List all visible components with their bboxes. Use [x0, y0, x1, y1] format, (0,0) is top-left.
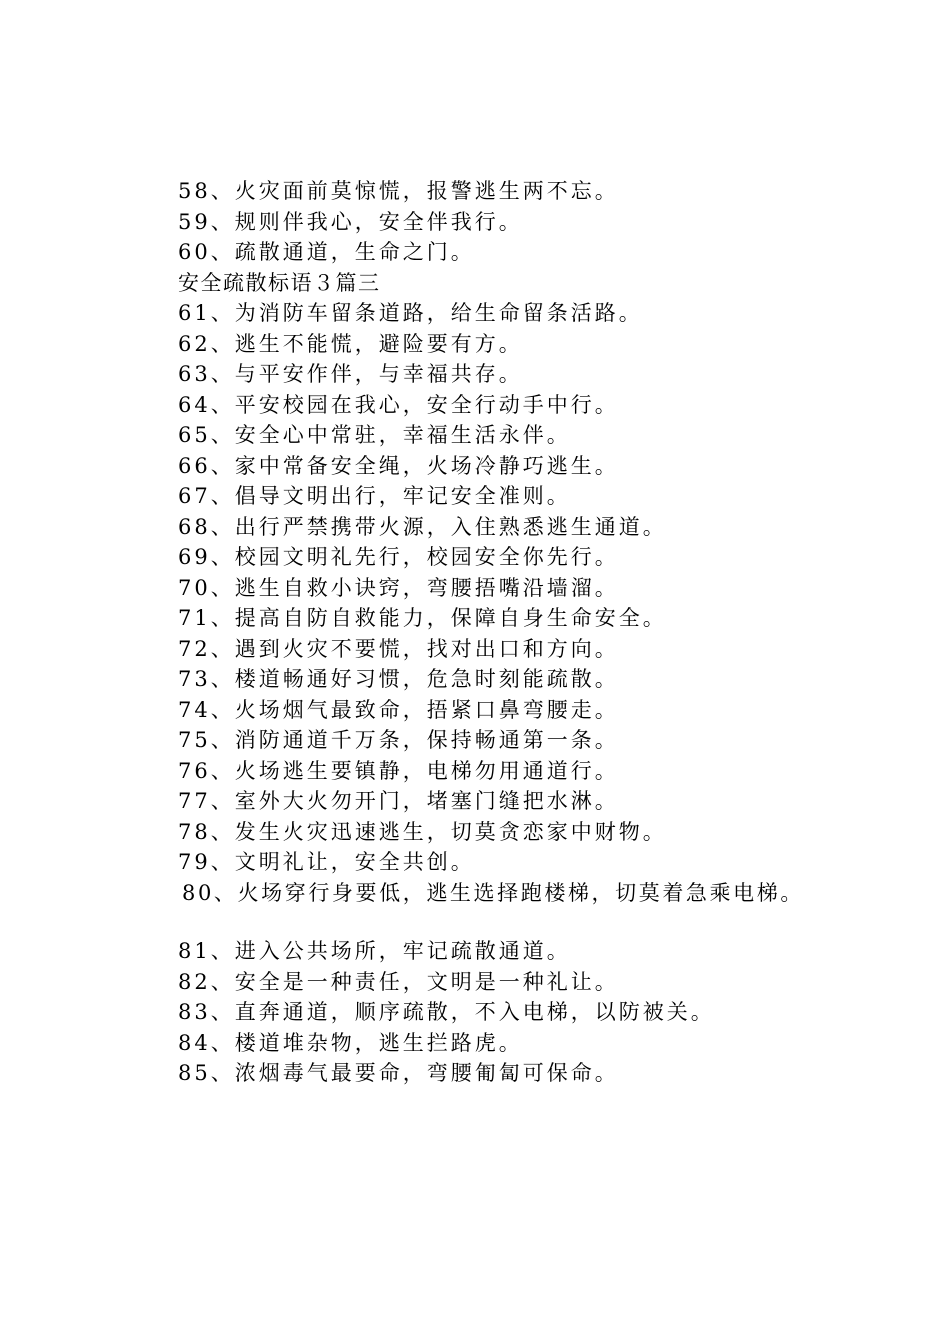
- list-item: 71、提高自防自救能力，保障自身生命安全。: [178, 606, 667, 630]
- list-item: 65、安全心中常驻，幸福生活永伴。: [178, 423, 571, 447]
- list-item: 69、校园文明礼先行，校园安全你先行。: [178, 545, 619, 569]
- list-item: 59、规则伴我心，安全伴我行。: [178, 209, 523, 234]
- list-item: 72、遇到火灾不要慌，找对出口和方向。: [178, 636, 619, 661]
- list-item: 74、火场烟气最致命，捂紧口鼻弯腰走。: [178, 697, 619, 722]
- list-item: 73、楼道畅通好习惯，危急时刻能疏散。: [178, 667, 619, 691]
- list-item: 84、楼道堆杂物，逃生拦路虎。: [178, 1030, 523, 1055]
- list-item: 85、浓烟毒气最要命，弯腰匍匐可保命。: [178, 1061, 619, 1085]
- list-item: 67、倡导文明出行，牢记安全准则。: [178, 484, 571, 508]
- list-item: 60、疏散通道，生命之门。: [178, 240, 475, 264]
- slogan-list: [178, 176, 918, 1089]
- list-item: 68、出行严禁携带火源，入住熟悉逃生通道。: [178, 514, 667, 539]
- list-item: 75、消防通道千万条，保持畅通第一条。: [178, 728, 619, 752]
- list-item: 58、火灾面前莫惊慌，报警逃生两不忘。: [178, 179, 619, 203]
- section-heading: 安全疏散标语３篇三: [178, 270, 381, 295]
- list-item: 66、家中常备安全绳，火场冷静巧逃生。: [178, 453, 619, 478]
- list-item: 79、文明礼让，安全共创。: [178, 850, 475, 874]
- list-item: 80、火场穿行身要低，逃生选择跑楼梯，切莫着急乘电梯。: [182, 880, 804, 905]
- list-item: 61、为消防车留条道路，给生命留条活路。: [178, 301, 643, 325]
- list-item: 81、进入公共场所，牢记疏散通道。: [178, 939, 571, 963]
- list-item: 64、平安校园在我心，安全行动手中行。: [178, 392, 619, 417]
- list-item: 82、安全是一种责任，文明是一种礼让。: [178, 969, 619, 994]
- list-item: 76、火场逃生要镇静，电梯勿用通道行。: [178, 758, 619, 783]
- list-item: 70、逃生自救小诀窍，弯腰捂嘴沿墙溜。: [178, 575, 619, 600]
- list-item: 62、逃生不能慌，避险要有方。: [178, 331, 523, 356]
- list-item: 63、与平安作伴，与幸福共存。: [178, 362, 523, 386]
- list-item: 77、室外大火勿开门，堵塞门缝把水淋。: [178, 789, 619, 813]
- list-item: 78、发生火灾迅速逃生，切莫贪恋家中财物。: [178, 819, 667, 844]
- list-item: 83、直奔通道，顺序疏散，不入电梯，以防被关。: [178, 1000, 715, 1024]
